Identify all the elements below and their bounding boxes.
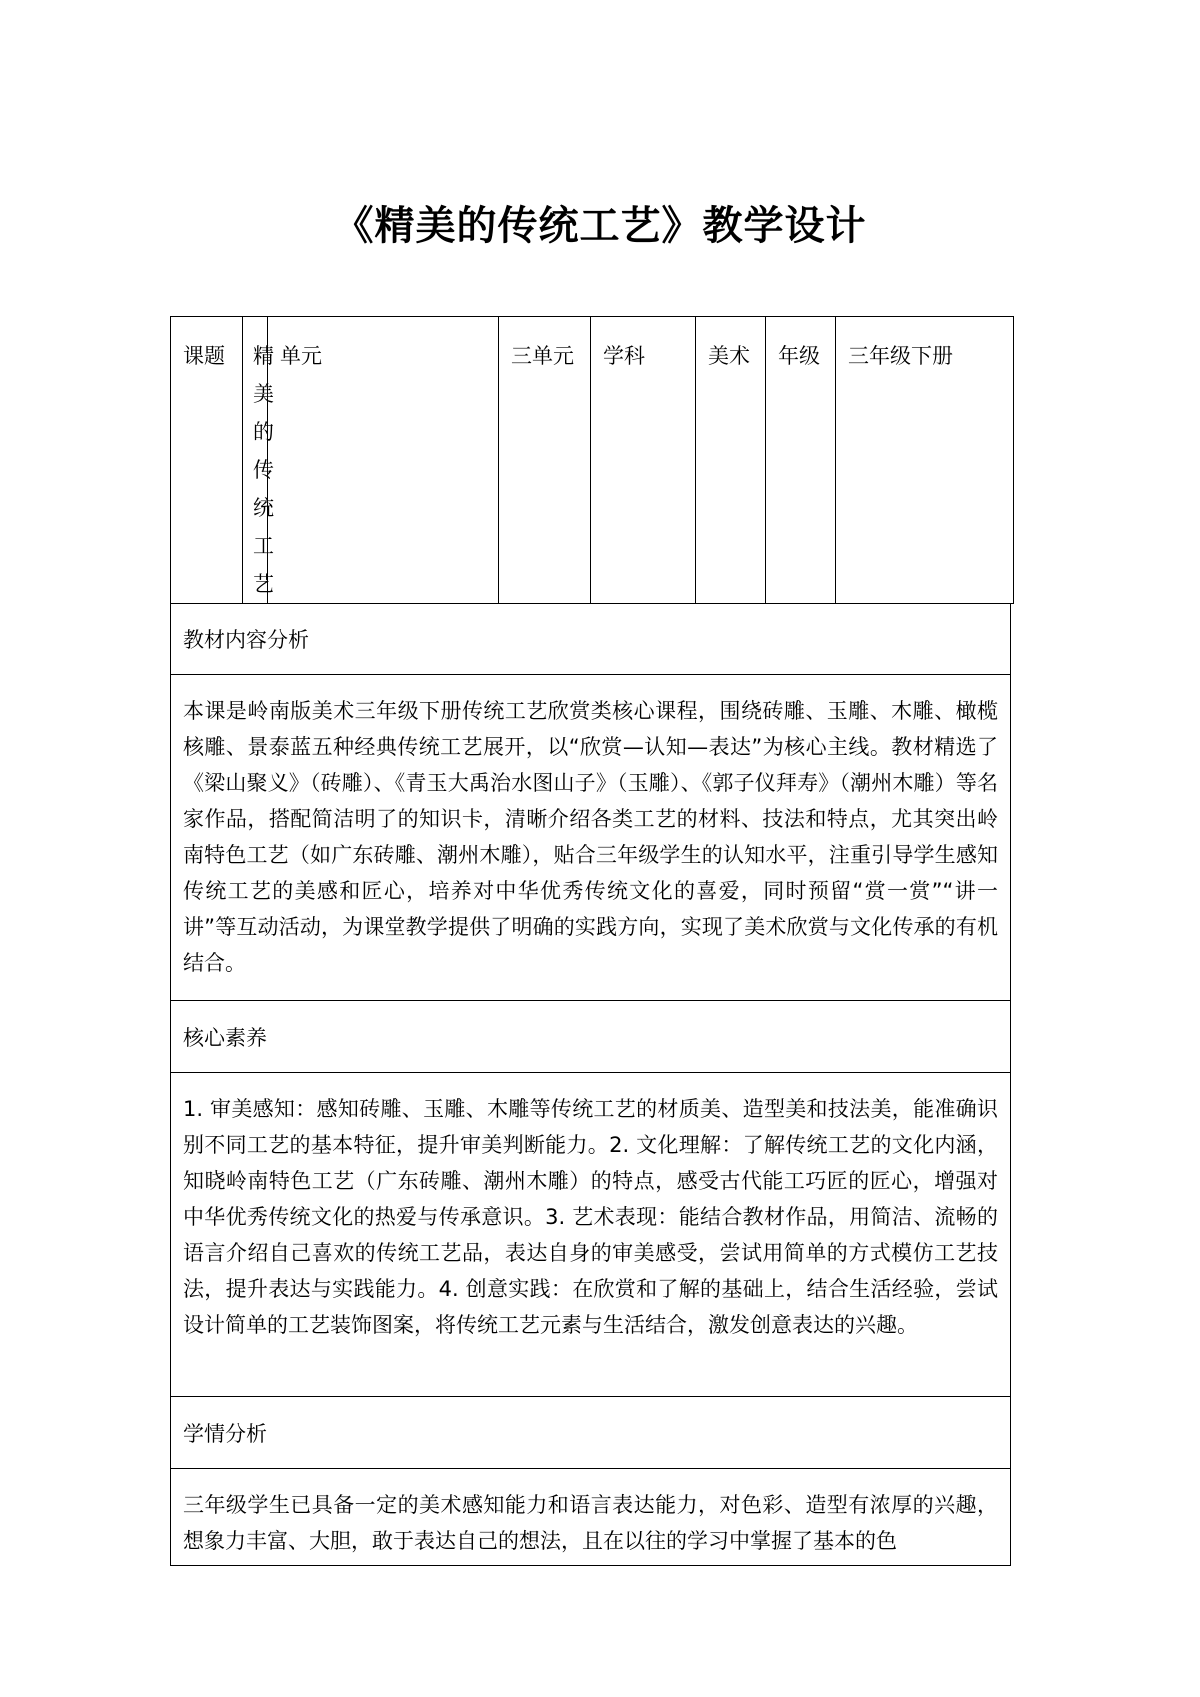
grade-label: 年级 [766, 317, 836, 604]
student-analysis-text: 三年级学生已具备一定的美术感知能力和语言表达能力，对色彩、造型有浓厚的兴趣，想象力丰富、大胆，敢于表达自己的想法，且在以往的学习中掌握了基本的色 [183, 1493, 998, 1553]
material-analysis-body [170, 675, 1011, 1001]
subject-value: 美术 [696, 317, 766, 604]
material-analysis-heading-text: 教材内容分析 [183, 627, 309, 652]
material-analysis-text: 本课是岭南版美术三年级下册传统工艺欣赏类核心课程，围绕砖雕、玉雕、木雕、橄榄核雕、景泰蓝五种经典传统工艺展开，以“欣赏—认知—表达”为核心主线。教材精选了《梁山聚义》（砖雕）、《青玉大禹治水图山子》（玉雕）、《郭子仪拜寿》（潮州木雕）等名家作品，搭配简洁明了的知识卡，清晰介绍各类工艺的材料、技法和特点，尤其突出岭南特色工艺（如广东砖雕、潮州木雕），贴合三年级学生的认知水平，注重引导学生感知传统工艺的美感和匠心，培养对中华优秀传统文化的喜爱，同时预留“赏一赏”“讲一讲”等互动活动，为课堂教学提供了明确的实践方向，实现了美术欣赏与文化传承的有机结合。 [183, 699, 998, 975]
student-analysis-heading-text: 学情分析 [183, 1421, 267, 1446]
core-literacy-text: 1. 审美感知：感知砖雕、玉雕、木雕等传统工艺的材质美、造型美和技法美，能准确识别不同工艺的基本特征，提升审美判断能力。2. 文化理解：了解传统工艺的文化内涵，知晓岭南特色工艺（广东砖雕、潮州木雕）的特点，感受古代能工巧匠的匠心，增强对中华优秀传统文化的热爱与传承意识。3. 艺术表现：能结合教材作品，用简洁、流畅的语言介绍自己喜欢的传统工艺品，表达自身的审美感受，尝试用简单的方式模仿工艺技法，提升表达与实践能力。4. 创意实践：在欣赏和了解的基础上，结合生活经验，尝试设计简单的工艺装饰图案，将传统工艺元素与生活结合，激发创意表达的兴趣。 [183, 1097, 998, 1337]
info-table [170, 316, 1014, 604]
subject-label: 学科 [591, 317, 696, 604]
material-analysis-heading [170, 603, 1011, 675]
core-literacy-body [170, 1073, 1011, 1397]
document-title: 《精美的传统工艺》教学设计 [333, 203, 867, 249]
topic-value: 精美的传统工艺 [243, 317, 268, 604]
core-literacy-heading [170, 1001, 1011, 1073]
core-literacy-heading-text: 核心素养 [183, 1025, 267, 1050]
student-analysis-body [170, 1469, 1011, 1566]
grade-value: 三年级下册 [836, 317, 1014, 604]
topic-label: 课题 [171, 317, 243, 604]
student-analysis-heading [170, 1397, 1011, 1469]
unit-value: 三单元 [499, 317, 591, 604]
unit-label: 单元 [268, 317, 499, 604]
